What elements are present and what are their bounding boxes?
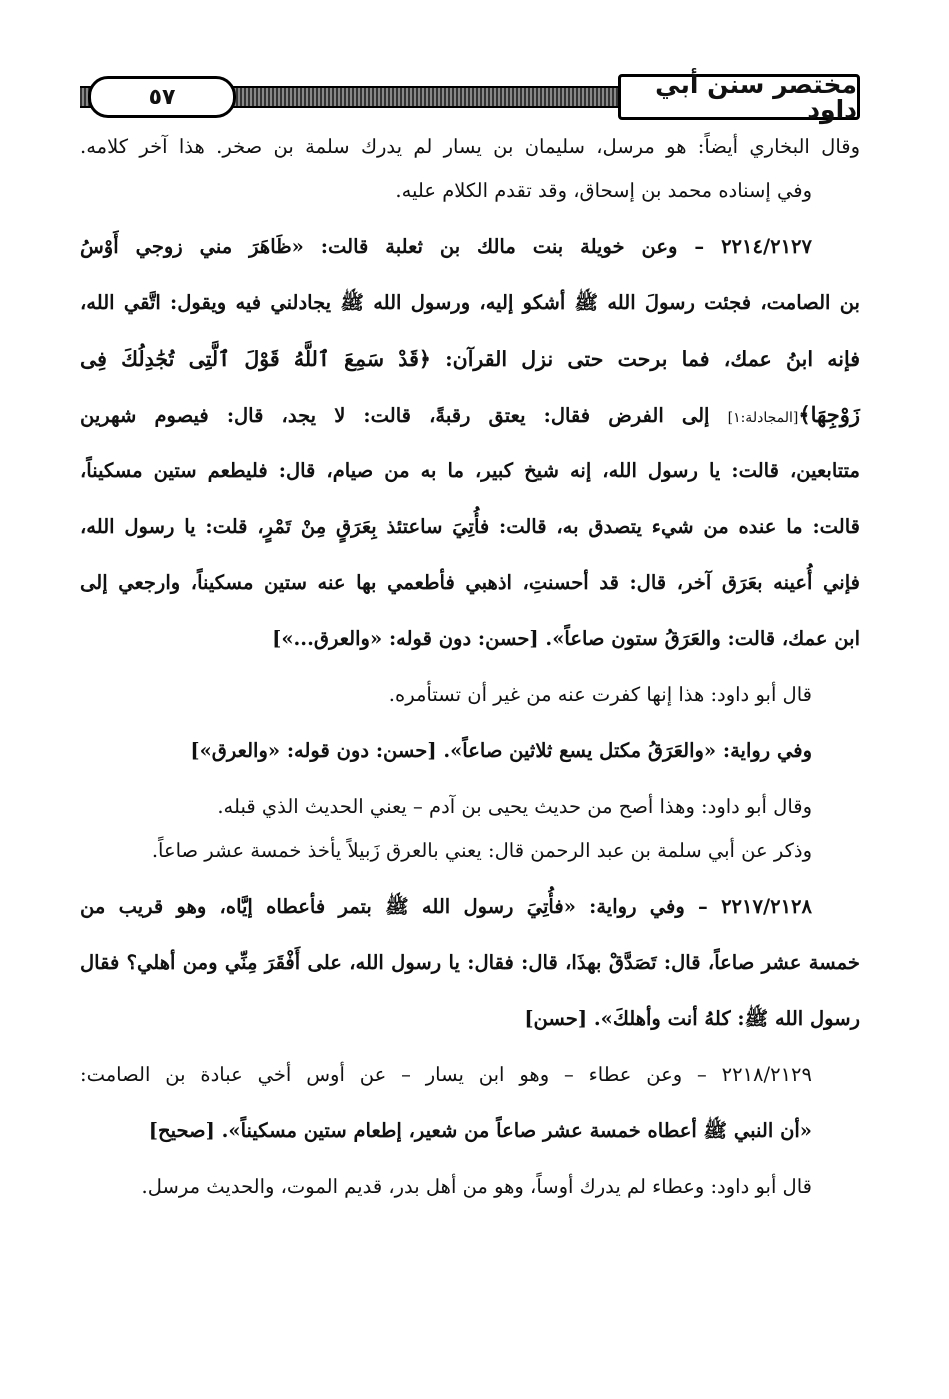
hadith-2214-line: ٢٢١٤/٢١٢٧ – وعن خويلة بنت مالك بن ثعلبة قالت: «ظَاهَرَ مني زوجي أَوْسُ — [80, 235, 812, 258]
text-line: وفي إسناده محمد بن إسحاق، وقد تقدم الكلام عليه. — [395, 179, 812, 202]
text-line: قال أبو داود: هذا إنها كفرت عنه من غير أن تستأمره. — [388, 683, 812, 706]
hadith-text-segment: إلى الفرض فقال: يعتق رقبةً، قالت: لا يجد، قال: فيصوم شهرين — [80, 404, 728, 427]
hadith-text-line: «أن النبي ﷺ أعطاه خمسة عشر صاعاً من شعير، إطعام ستين مسكيناً». [صحيح] — [148, 1119, 812, 1142]
hadith-text-line — [80, 402, 860, 428]
page-header — [70, 70, 860, 124]
hadith-text-line: قالت: ما عنده من شيء يتصدق به، قالت: فأُتِيَ ساعتئذ بِعَرَقٍ مِنْ تَمْرٍ، قلت: يا رسول الله، — [80, 515, 860, 538]
hadith-text-line: متتابعين، قالت: يا رسول الله، إنه شيخ كبير، ما به من صيام، قال: فليطعم ستين مسكيناً، — [80, 459, 860, 482]
text-line: قال أبو داود: وعطاء لم يدرك أوساً، وهو من أهل بدر، قديم الموت، والحديث مرسل. — [141, 1175, 812, 1198]
hadith-text-line: فإنه ابنُ عمك، فما برحت حتى نزل القرآن: ﴿قَدْ سَمِعَ ٱللَّهُ قَوْلَ ٱلَّتِى تُجَٰدِلُكَ فِى — [80, 347, 860, 371]
text-line: وفي رواية: «والعَرَقُ مكتل يسع ثلاثين صاعاً». [حسن: دون قوله: «والعرق»] — [190, 739, 812, 762]
text-line: وذكر عن أبي سلمة بن عبد الرحمن قال: يعني بالعرق زَبيلاً يأخذ خمسة عشر صاعاً. — [151, 839, 812, 862]
text-line: وقال أبو داود: وهذا أصح من حديث يحيى بن آدم – يعني الحديث الذي قبله. — [217, 795, 812, 818]
verse-reference: [المجادلة:١] — [727, 410, 799, 426]
page-body — [80, 126, 860, 1200]
text-line: وقال البخاري أيضاً: هو مرسل، سليمان بن يسار لم يدرك سلمة بن صخر. هذا آخر كلامه. — [80, 135, 860, 158]
hadith-text-line: رسول الله ﷺ: كلهُ أنت وأهلكَ». [حسن] — [524, 1007, 860, 1030]
hadith-2218-line: ٢٢١٨/٢١٢٩ – وعن عطاء – وهو ابن يسار – عن أوس أخي عبادة بن الصامت: — [80, 1063, 812, 1086]
hadith-2217-line: ٢٢١٧/٢١٢٨ – وفي رواية: «فأُتِيَ رسول الله ﷺ بتمر فأعطاه إيَّاه، وهو قريب من — [80, 895, 812, 918]
hadith-text-line: خمسة عشر صاعاً، قال: تَصَدَّقْ بهذَا، قال: فقال: يا رسول الله، على أَفْقَرَ مِنِّي ومن أهلي؟ فقال — [80, 951, 860, 974]
hadith-text-line: فإني أُعينه بعَرَق آخر، قال: قد أحسنتِ، اذهبي فأطعمي بها عنه ستين مسكيناً، وارجعي إلى — [80, 571, 860, 594]
hadith-text-line: بن الصامت، فجئت رسولَ الله ﷺ أشكو إليه، ورسول الله ﷺ يجادلني فيه ويقول: اتَّقي الله، — [80, 291, 860, 314]
quran-verse-end: زَوْجِهَا﴾ — [798, 402, 860, 427]
page-number: ٥٧ — [88, 76, 236, 118]
hadith-text-line: ابن عمك، قالت: والعَرَقُ ستون صاعاً». [حسن: دون قوله: «والعرق...»] — [272, 627, 860, 650]
book-title: مختصر سنن أبي داود — [618, 74, 860, 120]
